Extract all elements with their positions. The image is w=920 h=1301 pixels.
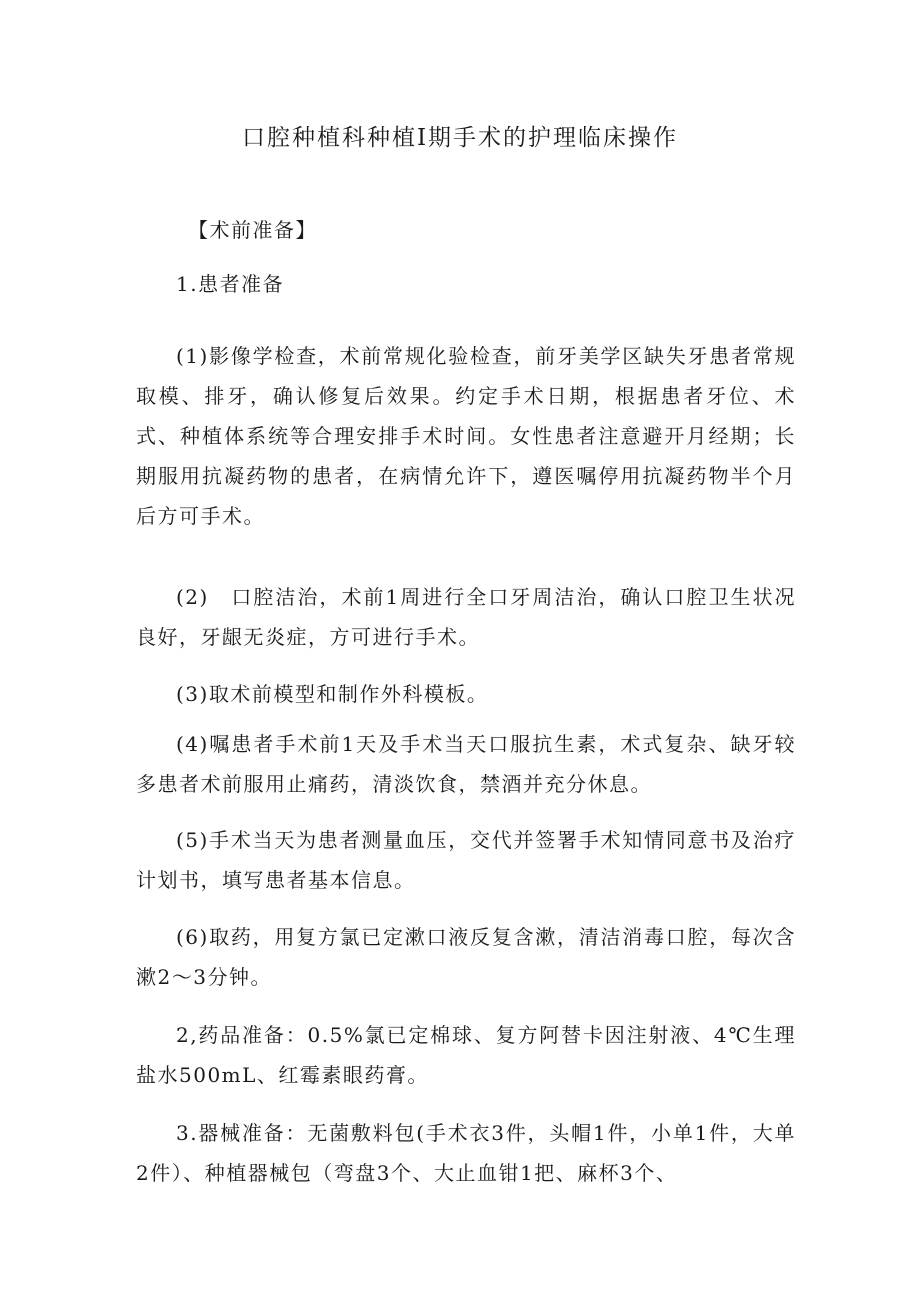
paragraph-mouthwash: (6)取药，用复方氯已定漱口液反复含漱，清洁消毒口腔，每次含漱2～3分钟。 xyxy=(136,925,796,989)
paragraph-antibiotics: (4)嘱患者手术前1天及手术当天口服抗生素，术式复杂、缺牙较多患者术前服用止痛药，清淡饮食，禁酒并充分休息。 xyxy=(136,732,796,796)
paragraph-drug-prep: 2,药品准备：0.5%氯已定棉球、复方阿替卡因注射液、4℃生理盐水500mL、红霉素眼药膏。 xyxy=(136,1023,796,1087)
paragraph-surgical-template: (3)取术前模型和制作外科模板。 xyxy=(176,682,489,706)
subheading-patient-prep: 1.患者准备 xyxy=(176,272,285,296)
paragraph-oral-cleaning: (2) 口腔洁治，术前1周进行全口牙周洁治，确认口腔卫生状况良好，牙龈无炎症，方可进行手术。 xyxy=(136,585,796,649)
paragraph-instrument-prep: 3.器械准备：无菌敷料包(手术衣3件，头帽1件，小单1件，大单2件）、种植器械包（弯盘3个、大止血钳1把、麻杯3个、 xyxy=(136,1121,796,1185)
document-title: 口腔种植科种植Ⅰ期手术的护理临床操作 xyxy=(241,125,679,151)
paragraph-consent: (5)手术当天为患者测量血压，交代并签署手术知情同意书及治疗计划书，填写患者基本信息。 xyxy=(136,828,796,892)
paragraph-imaging-exam: (1)影像学检查，术前常规化验检查，前牙美学区缺失牙患者常规取模、排牙，确认修复后效果。约定手术日期，根据患者牙位、术式、种植体系统等合理安排手术时间。女性患者注意避开月经期；长期服用抗凝药物的患者，在病情允许下，遵医嘱停用抗凝药物半个月后方可手术。 xyxy=(136,344,796,528)
section-heading-preop: 【术前准备】 xyxy=(188,218,317,242)
